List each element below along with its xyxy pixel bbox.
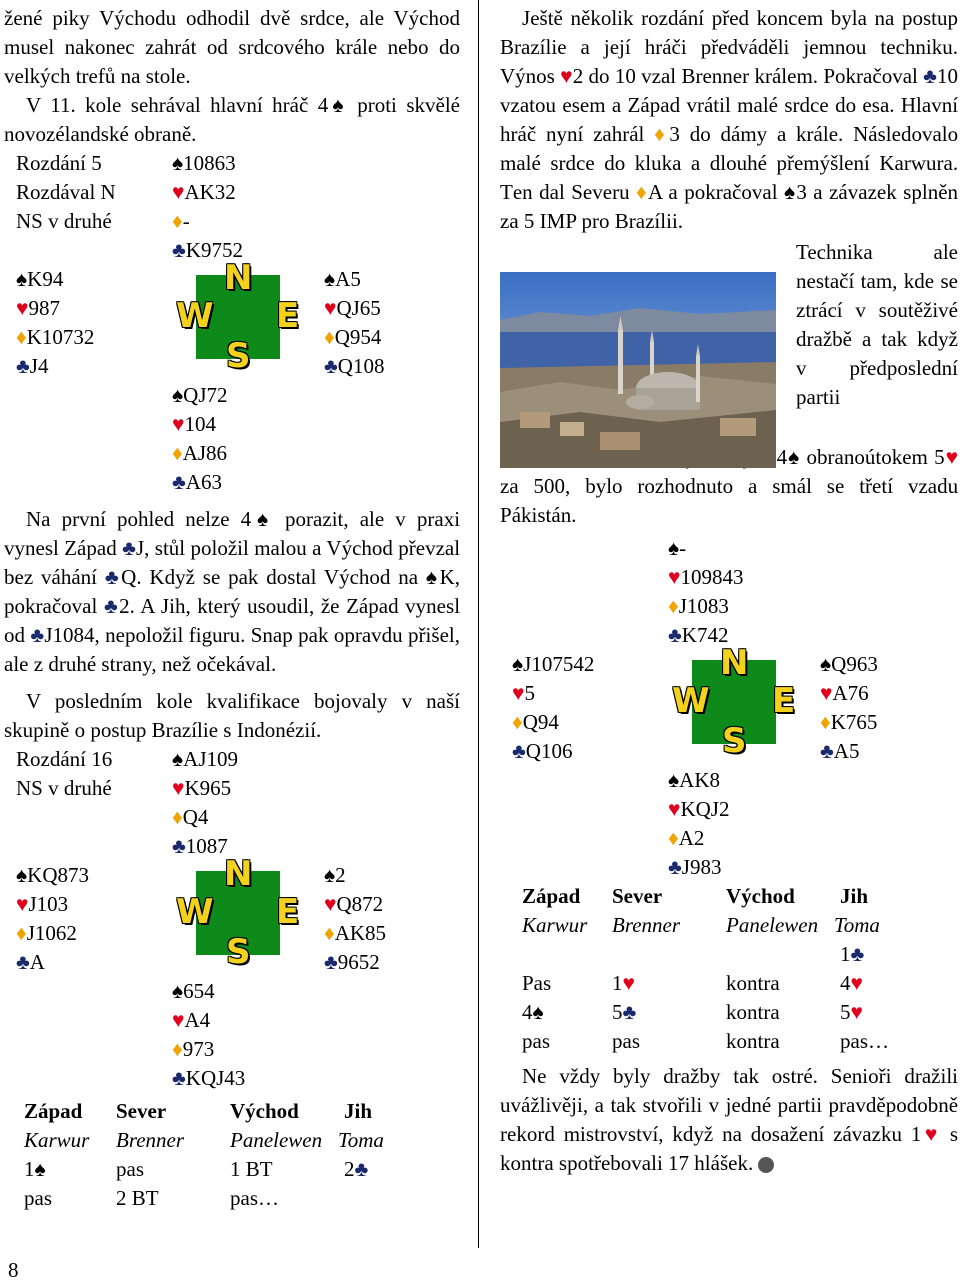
west-clubs: ♣Q106 bbox=[512, 739, 573, 763]
deal-number: Rozdání 5 bbox=[16, 151, 102, 175]
east-hearts: ♥A76 bbox=[820, 681, 869, 705]
dealer: Rozdával N bbox=[16, 180, 116, 204]
auction-header: Sever bbox=[612, 884, 663, 908]
bid: 1♣ bbox=[840, 942, 865, 966]
west-spades: ♠J107542 bbox=[512, 652, 595, 676]
player-name: Brenner bbox=[612, 913, 681, 937]
west-clubs: ♣J4 bbox=[16, 354, 49, 378]
paragraph: žené piky Východu odhodil dvě srdce, ale Východ musel nakonec zahrát od srdcového krále nebo do velkých trefů na stole. bbox=[4, 6, 460, 88]
north-clubs: ♣K9752 bbox=[172, 238, 243, 262]
west-hearts: ♥987 bbox=[16, 296, 60, 320]
south-hearts: ♥KQJ2 bbox=[668, 797, 730, 821]
bid: pas bbox=[116, 1157, 144, 1181]
auction-header: Sever bbox=[116, 1099, 167, 1123]
istanbul-photo bbox=[500, 272, 776, 468]
bid: 5♣ bbox=[612, 1000, 637, 1024]
player-name: Panelewen bbox=[230, 1128, 323, 1152]
south-diamonds: ♦973 bbox=[172, 1037, 215, 1061]
auction-header: Východ bbox=[230, 1099, 299, 1123]
player-name: Toma bbox=[338, 1128, 384, 1152]
page-number: 8 bbox=[8, 1258, 19, 1282]
vulnerability: NS v druhé bbox=[16, 776, 112, 800]
south-hearts: ♥A4 bbox=[172, 1008, 211, 1032]
north-diamonds: ♦Q4 bbox=[172, 805, 209, 829]
east-diamonds: ♦Q954 bbox=[324, 325, 382, 349]
paragraph: 4♠ obranoútokem 5♥ za 500, bylo rozhodnuto a smál se třetí vzadu Pákistán. bbox=[500, 445, 959, 527]
bid: Pas bbox=[522, 971, 552, 995]
west-hearts: ♥J103 bbox=[16, 892, 69, 916]
bid: pas bbox=[522, 1029, 550, 1053]
paragraph: Na první pohled nelze 4♠ porazit, ale v praxi vynesl Západ ♣J, stůl položil malou a Východ převzal bez váhání ♣Q. Když se pak dostal Východ na ♠K, pokračoval ♣2. A Jih, který usoudil, že Západ vynesl od ♣J1084, nepoložil figuru. Snap pak opravdu přišel, ale z druhé strany, než očekával. bbox=[4, 507, 461, 676]
bid: 2 BT bbox=[116, 1186, 159, 1210]
west-spades: ♠KQ873 bbox=[16, 863, 89, 887]
west-diamonds: ♦Q94 bbox=[512, 710, 559, 734]
north-spades: ♠- bbox=[668, 536, 687, 560]
north-hearts: ♥K965 bbox=[172, 776, 232, 800]
auction-table bbox=[4, 1097, 460, 1221]
compass-icon: N W E S bbox=[176, 258, 300, 376]
east-clubs: ♣Q108 bbox=[324, 354, 385, 378]
south-hearts: ♥104 bbox=[172, 412, 216, 436]
north-diamonds: ♦- bbox=[172, 209, 190, 233]
south-spades: ♠AK8 bbox=[668, 768, 720, 792]
bridge-deal-5 bbox=[4, 149, 460, 497]
south-clubs: ♣KQJ43 bbox=[172, 1066, 246, 1090]
east-clubs: ♣A5 bbox=[820, 739, 860, 763]
north-hearts: ♥109843 bbox=[668, 565, 744, 589]
deal-number: Rozdání 16 bbox=[16, 747, 113, 771]
paragraph: V posledním kole kvalifikace bojovaly v naší skupině o postup Brazílie s Indonézií. bbox=[4, 689, 460, 742]
east-hearts: ♥QJ65 bbox=[324, 296, 381, 320]
north-spades: ♠AJ109 bbox=[172, 747, 238, 771]
bid: 1 BT bbox=[230, 1157, 273, 1181]
west-diamonds: ♦J1062 bbox=[16, 921, 77, 945]
north-clubs: ♣K742 bbox=[668, 623, 729, 647]
north-spades: ♠10863 bbox=[172, 151, 236, 175]
bid: pas bbox=[24, 1186, 52, 1210]
bid: 4♥ bbox=[840, 971, 863, 995]
east-spades: ♠Q963 bbox=[820, 652, 878, 676]
south-diamonds: ♦A2 bbox=[668, 826, 705, 850]
auction-header: Východ bbox=[726, 884, 795, 908]
east-spades: ♠2 bbox=[324, 863, 346, 887]
bid: pas… bbox=[840, 1029, 889, 1053]
bid: pas… bbox=[230, 1186, 279, 1210]
player-name: Karwur bbox=[24, 1128, 90, 1152]
compass-icon: N W E S bbox=[672, 643, 796, 761]
bid: kontra bbox=[726, 971, 780, 995]
auction-table bbox=[500, 882, 958, 1062]
player-name: Brenner bbox=[116, 1128, 185, 1152]
player-name: Panelewen bbox=[726, 913, 819, 937]
bid: 2♣ bbox=[344, 1157, 369, 1181]
bid: 1♠ bbox=[24, 1157, 46, 1181]
east-hearts: ♥Q872 bbox=[324, 892, 384, 916]
paragraph: Ještě několik rozdání před koncem byla na postup Brazílie a její hráči předváděli jemnou techniku. Výnos ♥2 do 10 vzal Brenner králem. Pokračoval ♣10 vzatou esem a Západ vrátil malé srdce do esa. Hlavní hráč nyní zahrál ♦3 do dámy a krále. Následovalo malé srdce do kluka a dlouhé přemýšlení Karwura. Ten dal Severu ♦A a pokračoval ♠3 a závazek splněn za 5 IMP pro Brazílii. bbox=[500, 6, 959, 233]
north-diamonds: ♦J1083 bbox=[668, 594, 729, 618]
east-spades: ♠A5 bbox=[324, 267, 361, 291]
logo-icon bbox=[758, 1157, 774, 1173]
right-column bbox=[500, 0, 958, 1178]
auction-header: Jih bbox=[840, 884, 869, 908]
bid: 4♠ bbox=[522, 1000, 544, 1024]
bid: 5♥ bbox=[840, 1000, 863, 1024]
west-clubs: ♣A bbox=[16, 950, 45, 974]
south-diamonds: ♦AJ86 bbox=[172, 441, 228, 465]
south-clubs: ♣A63 bbox=[172, 470, 222, 494]
vulnerability: NS v druhé bbox=[16, 209, 112, 233]
east-clubs: ♣9652 bbox=[324, 950, 380, 974]
player-name: Karwur bbox=[522, 913, 588, 937]
compass-icon: N W E S bbox=[176, 854, 300, 972]
south-clubs: ♣J983 bbox=[668, 855, 722, 879]
auction-header: Západ bbox=[24, 1099, 83, 1123]
west-diamonds: ♦K10732 bbox=[16, 325, 95, 349]
east-diamonds: ♦K765 bbox=[820, 710, 878, 734]
east-diamonds: ♦AK85 bbox=[324, 921, 387, 945]
north-clubs: ♣1087 bbox=[172, 834, 228, 858]
south-spades: ♠QJ72 bbox=[172, 383, 228, 407]
west-hearts: ♥5 bbox=[512, 681, 535, 705]
south-spades: ♠654 bbox=[172, 979, 215, 1003]
bid: kontra bbox=[726, 1029, 780, 1053]
paragraph: V 11. kole sehrával hlavní hráč 4♠ proti skvělé novozélandské obraně. bbox=[4, 93, 460, 146]
column-divider bbox=[478, 0, 479, 1248]
left-column bbox=[4, 0, 460, 1221]
paragraph: Technika ale nestačí tam, kde se ztrácí v soutěživé dražbě a tak když v předposlední partii bbox=[796, 240, 958, 409]
bridge-deal-3 bbox=[500, 534, 958, 882]
bid: pas bbox=[612, 1029, 640, 1053]
auction-header: Západ bbox=[522, 884, 581, 908]
bid: 1♥ bbox=[612, 971, 635, 995]
north-hearts: ♥AK32 bbox=[172, 180, 236, 204]
bridge-deal-16 bbox=[4, 745, 460, 1093]
west-spades: ♠K94 bbox=[16, 267, 64, 291]
bid: kontra bbox=[726, 1000, 780, 1024]
player-name: Toma bbox=[834, 913, 880, 937]
auction-header: Jih bbox=[344, 1099, 373, 1123]
paragraph: Ne vždy byly dražby tak ostré. Senioři dražili uvážlivěji, a tak stvořili v jedné partii pravděpodobně rekord mistrovství, když na dosažení závazku 1♥ s kontra spotřebovali 17 hlášek. bbox=[500, 1064, 959, 1175]
